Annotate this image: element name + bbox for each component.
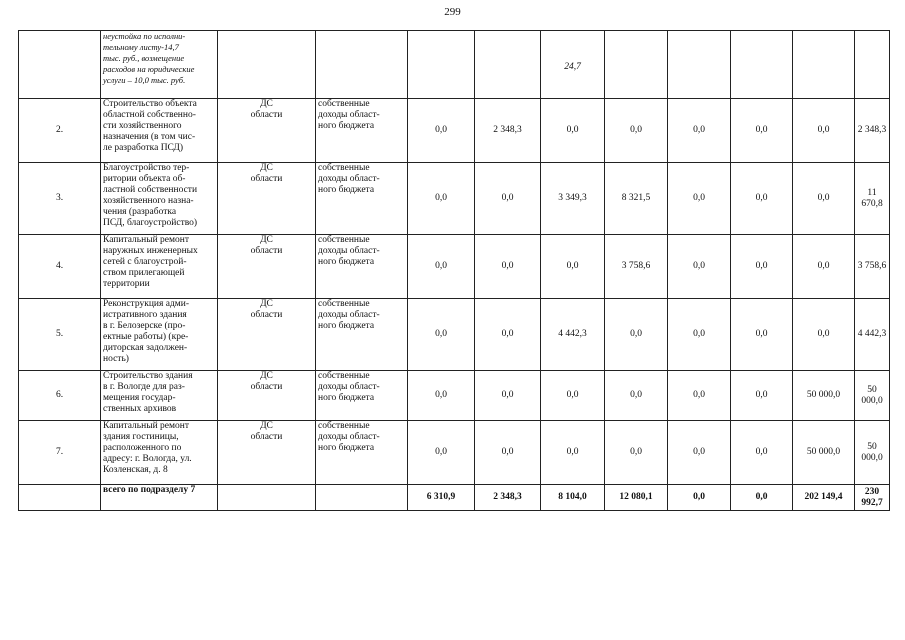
amount-cell: 0,0 [793,299,855,371]
funding-source: собственные доходы област- ного бюджета [316,421,408,485]
amount-cell: 50 000,0 [793,371,855,421]
table-row [19,371,890,421]
amount-cell: 0,0 [605,99,668,163]
total-amount: 2 348,3 [475,485,541,511]
amount-cell: 0,0 [408,235,475,299]
amount-cell: 3 758,6 [605,235,668,299]
row-number: 4. [19,235,101,299]
amount-cell: 0,0 [668,99,731,163]
table-row [19,299,890,371]
amount-cell: 0,0 [605,421,668,485]
amount-cell: 0,0 [408,421,475,485]
cell-value [605,31,668,99]
total-amount: 12 080,1 [605,485,668,511]
table-row [19,99,890,163]
cell-value [793,31,855,99]
amount-cell: 0,0 [475,299,541,371]
executor: ДС области [218,299,316,371]
cell-org [218,31,316,99]
amount-cell: 0,0 [793,235,855,299]
activity-name: Благоустройство тер- ритории объекта об- ластной собственности хозяйственного назна- чения (разработка ПСД, благоустройство) [101,163,218,235]
total-amount: 202 149,4 [793,485,855,511]
activity-name: Строительство здания в г. Вологде для раз- мещения государ- ственных архивов [101,371,218,421]
continuation-row [19,31,890,99]
amount-cell: 4 442,3 [855,299,890,371]
table-row [19,163,890,235]
cell-value [408,31,475,99]
funding-source: собственные доходы област- ного бюджета [316,235,408,299]
total-empty [316,485,408,511]
amount-cell: 2 348,3 [475,99,541,163]
amount-cell: 0,0 [793,99,855,163]
amount-cell: 0,0 [408,99,475,163]
table-row [19,235,890,299]
amount-cell: 2 348,3 [855,99,890,163]
continuation-note: неустойка по исполни- тельному листу-14,7 тыс. руб., возмещение расходов на юридические услуги – 10,0 тыс. руб. [103,31,195,85]
cell-value [731,31,793,99]
executor: ДС области [218,371,316,421]
amount-cell: 50 000,0 [855,371,890,421]
amount-cell: 0,0 [541,99,605,163]
total-amount: 6 310,9 [408,485,475,511]
amount-cell: 3 349,3 [541,163,605,235]
executor: ДС области [218,421,316,485]
funding-source: собственные доходы област- ного бюджета [316,99,408,163]
amount-cell: 3 758,6 [855,235,890,299]
row-number: 5. [19,299,101,371]
amount-cell: 0,0 [541,371,605,421]
amount-cell: 0,0 [475,235,541,299]
amount-cell: 0,0 [731,421,793,485]
executor: ДС области [218,235,316,299]
funding-source: собственные доходы област- ного бюджета [316,299,408,371]
amount-cell: 0,0 [408,371,475,421]
funding-source: собственные доходы област- ного бюджета [316,163,408,235]
activity-name: Строительство объекта областной собственно- сти хозяйственного назначения (в том чис- ле разработка ПСД) [101,99,218,163]
amount-cell: 0,0 [605,371,668,421]
activity-name: Реконструкция адми- истративного здания в г. Белозерске (про- ектные работы) (кре- диторская задолжен- ность) [101,299,218,371]
total-amount: 0,0 [731,485,793,511]
amount-cell: 0,0 [731,163,793,235]
amount-cell: 0,0 [668,163,731,235]
total-amount: 8 104,0 [541,485,605,511]
amount-cell: 11 670,8 [855,163,890,235]
amount-cell: 0,0 [731,299,793,371]
row-number: 6. [19,371,101,421]
amount-cell: 0,0 [605,299,668,371]
amount-cell: 0,0 [668,235,731,299]
table-row [19,421,890,485]
amount-cell: 0,0 [475,163,541,235]
amount-cell: 0,0 [731,235,793,299]
amount-cell: 0,0 [731,371,793,421]
cell-value [668,31,731,99]
amount-cell: 0,0 [475,371,541,421]
amount-cell: 0,0 [408,163,475,235]
executor: ДС области [218,163,316,235]
total-label: всего по подразделу 7 [101,485,218,511]
total-amount: 230 992,7 [855,485,890,511]
amount-cell: 0,0 [408,299,475,371]
amount-cell: 0,0 [668,421,731,485]
funding-source: собственные доходы област- ного бюджета [316,371,408,421]
cell-name [101,31,218,99]
amount-cell: 8 321,5 [605,163,668,235]
activity-name: Капитальный ремонт наружных инженерных сетей с благоустрой- ством прилегающей территории [101,235,218,299]
amount-cell: 0,0 [475,421,541,485]
cell-num [19,31,101,99]
amount-cell: 50 000,0 [855,421,890,485]
page-number: 299 [444,6,461,18]
total-num [19,485,101,511]
cell-value [855,31,890,99]
row-number: 7. [19,421,101,485]
total-amount: 0,0 [668,485,731,511]
row-number: 3. [19,163,101,235]
activity-name: Капитальный ремонт здания гостиницы, расположенного по адресу: г. Вологда, ул. Козленская, д. 8 [101,421,218,485]
total-row [19,485,890,511]
amount-cell: 0,0 [731,99,793,163]
total-empty [218,485,316,511]
budget-table [18,30,890,511]
amount-cell: 0,0 [541,235,605,299]
amount-cell: 50 000,0 [793,421,855,485]
cell-value [475,31,541,99]
amount-cell: 0,0 [541,421,605,485]
cell-source [316,31,408,99]
continuation-value: 24,7 [541,31,605,99]
amount-cell: 0,0 [793,163,855,235]
row-number: 2. [19,99,101,163]
amount-cell: 0,0 [668,371,731,421]
executor: ДС области [218,99,316,163]
amount-cell: 4 442,3 [541,299,605,371]
amount-cell: 0,0 [668,299,731,371]
